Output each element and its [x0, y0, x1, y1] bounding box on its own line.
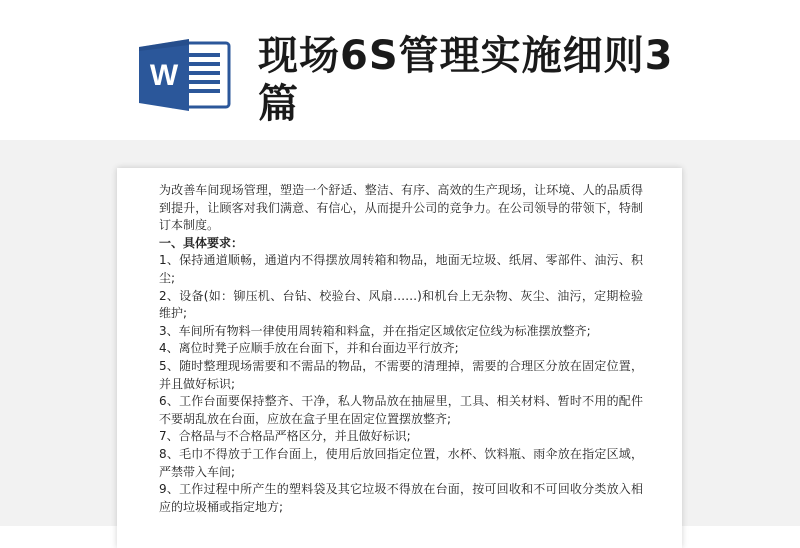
intro-paragraph: 为改善车间现场管理，塑造一个舒适、整洁、有序、高效的生产现场，让环境、人的品质得到提升，让顾客对我们满意、有信心，从而提升公司的竞争力。在公司领导的带领下，特制订本制度。 [159, 183, 643, 233]
requirement-item: 2、设备(如：铆压机、台钻、校验台、风扇……)和机台上无杂物、灰尘、油污，定期检验维护; [159, 288, 643, 321]
requirement-item: 1、保持通道顺畅，通道内不得摆放周转箱和物品，地面无垃圾、纸屑、零部件、油污、积尘; [159, 253, 643, 285]
requirement-item: 6、工作台面要保持整齐、干净，私人物品放在抽屉里，工具、相关材料、暂时不用的配件不要胡乱放在台面，应放在盒子里在固定位置摆放整齐; [159, 394, 643, 426]
requirement-item: 3、车间所有物料一律使用周转箱和料盒，并在指定区域依定位线为标准摆放整齐; [159, 323, 591, 338]
document-page [117, 168, 682, 548]
requirement-item: 7、合格品与不合格品严格区分，并且做好标识; [159, 429, 411, 444]
document-body [159, 182, 643, 516]
word-document-icon [137, 37, 231, 113]
word-icon-letter: W [149, 59, 179, 92]
requirement-item: 9、工作过程中所产生的塑料袋及其它垃圾不得放在台面，按可回收和不可回收分类放入相应的垃圾桶或指定地方; [159, 482, 643, 514]
requirement-item: 8、毛巾不得放于工作台面上，使用后放回指定位置，水杯、饮料瓶、雨伞放在指定区域，严禁带入车间; [159, 446, 643, 479]
page-title: 现场6S管理实施细则3篇 [258, 33, 674, 127]
section-heading: 一、具体要求： [159, 235, 244, 250]
requirement-item: 5、随时整理现场需要和不需品的物品，不需要的清理掉，需要的合理区分放在固定位置，并且做好标识; [159, 358, 643, 391]
requirement-item: 4、离位时凳子应顺手放在台面下，并和台面边平行放齐; [159, 341, 459, 356]
